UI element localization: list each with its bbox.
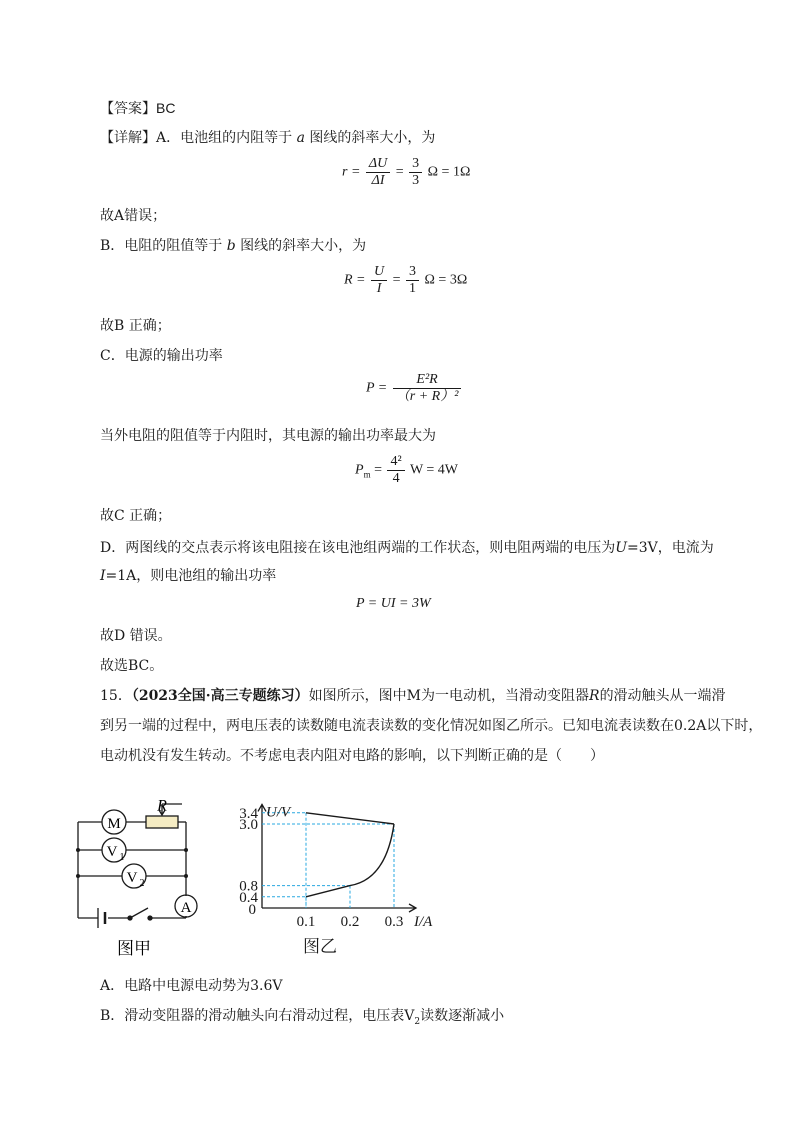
detail-a-intro: A．电池组的内阻等于 bbox=[156, 130, 293, 146]
b-variable: b bbox=[226, 238, 236, 254]
equation-r bbox=[342, 156, 470, 189]
eq-Pm-sub: m bbox=[363, 469, 371, 480]
frac-den: ΔI bbox=[366, 172, 390, 189]
y-tick-label: 0.8 bbox=[239, 878, 258, 895]
eq-pui: P = UI = 3W bbox=[356, 596, 431, 611]
v2-label: V bbox=[126, 870, 138, 886]
answer-line bbox=[100, 98, 175, 119]
frac-den: （r + R）² bbox=[393, 388, 462, 405]
detail-b-line bbox=[100, 236, 366, 256]
eq-r-lhs: r = bbox=[342, 164, 361, 180]
frac-num: 4² bbox=[390, 454, 402, 469]
frac-num: 3 bbox=[409, 264, 417, 279]
origin-label: 0 bbox=[248, 902, 256, 918]
detail-d-text: D．两图线的交点表示将该电阻接在该电池组两端的工作状态，则电阻两端的电压为 bbox=[100, 540, 616, 556]
option-b bbox=[100, 1006, 504, 1032]
option-b-sub: 2 bbox=[414, 1016, 421, 1027]
detail-b-intro-end: 图线的斜率大小，为 bbox=[240, 238, 367, 254]
eq-Pm-lhs: P bbox=[355, 462, 364, 478]
graph-chart bbox=[220, 790, 433, 960]
detail-final: 故选BC。 bbox=[100, 658, 164, 674]
y-axis-label: U/V bbox=[266, 804, 291, 821]
eq-sign: = bbox=[395, 164, 404, 180]
frac-den: 1 bbox=[406, 280, 419, 297]
ammeter-label: A bbox=[180, 900, 192, 916]
detail-a-line bbox=[100, 128, 435, 148]
question-number: 15． bbox=[100, 688, 132, 704]
frac-den: 3 bbox=[409, 172, 422, 189]
figure-a-caption: 图甲 bbox=[117, 939, 151, 958]
detail-c-conclusion: 故C 正确； bbox=[100, 508, 172, 524]
detail-label: 【详解】 bbox=[100, 130, 156, 146]
frac-num: U bbox=[374, 264, 385, 279]
motor-label: M bbox=[107, 816, 121, 832]
eq-Pm-rhs: W = 4W bbox=[409, 462, 459, 478]
fraction-4sq-4 bbox=[387, 454, 404, 487]
y-tick-label: 0.4 bbox=[239, 889, 258, 906]
frac-num: E²R bbox=[416, 372, 438, 387]
figure-b-caption: 图乙 bbox=[303, 937, 337, 956]
eq-R-rhs: Ω = 3Ω bbox=[424, 272, 468, 288]
x-tick-label: 0.1 bbox=[296, 914, 316, 930]
detail-b-intro: B．电阻的阻值等于 bbox=[100, 238, 223, 254]
detail-d-line2 bbox=[100, 566, 276, 586]
eq-R-lhs: R = bbox=[344, 272, 366, 288]
equation-PUI bbox=[356, 596, 431, 612]
eq-sign: = bbox=[392, 272, 401, 288]
eq-sign: = bbox=[374, 462, 382, 478]
question-source: （2023全国·高三专题练习） bbox=[131, 688, 309, 704]
question-15-line2: 到另一端的过程中，两电压表的读数随电流表读数的变化情况如图乙所示。已知电流表读数在0.2A以下时， bbox=[100, 718, 763, 734]
fraction-power bbox=[393, 372, 462, 405]
x-tick-label: 0.3 bbox=[384, 914, 404, 930]
v1-sub: 1 bbox=[119, 852, 125, 863]
series-v1-line bbox=[306, 813, 394, 824]
detail-d-text-b: =3V，电流为 bbox=[627, 540, 714, 556]
x-tick-label: 0.2 bbox=[340, 914, 360, 930]
eq-P-lhs: P = bbox=[366, 380, 388, 396]
eq-r-rhs: Ω = 1Ω bbox=[427, 164, 471, 180]
resistor-label: R bbox=[157, 797, 167, 815]
frac-den: I bbox=[371, 280, 387, 297]
answer-value: BC bbox=[156, 100, 176, 116]
detail-a-conclusion: 故A错误； bbox=[100, 208, 167, 224]
detail-c-intro: C．电源的输出功率 bbox=[100, 348, 223, 364]
i-variable: I bbox=[100, 568, 106, 584]
y-tick-label: 3.0 bbox=[239, 817, 258, 833]
detail-b-conclusion: 故B 正确； bbox=[100, 318, 171, 334]
frac-num: 3 bbox=[412, 156, 420, 171]
circuit-diagram bbox=[70, 797, 210, 960]
detail-a-intro-end: 图线的斜率大小，为 bbox=[309, 130, 436, 146]
frac-num: ΔU bbox=[368, 156, 388, 171]
equation-Pm bbox=[355, 454, 458, 487]
y-tick-label: 3.4 bbox=[239, 805, 258, 822]
frac-den: 4 bbox=[387, 470, 404, 487]
detail-d-text-c: =1A，则电池组的输出功率 bbox=[105, 568, 277, 584]
a-variable: a bbox=[296, 130, 305, 146]
u-variable: U bbox=[615, 540, 628, 556]
v2-sub: 2 bbox=[139, 878, 145, 889]
detail-c-middle: 当外电阻的阻值等于内阻时，其电源的输出功率最大为 bbox=[100, 428, 436, 444]
detail-d-line1 bbox=[100, 538, 714, 558]
option-a: A．电路中电源电动势为3.6V bbox=[100, 978, 283, 994]
r-variable: R bbox=[589, 688, 600, 704]
v1-label: V bbox=[106, 844, 118, 860]
detail-d-conclusion: 故D 错误。 bbox=[100, 628, 172, 644]
option-b-text-end: 读数逐渐减小 bbox=[420, 1008, 505, 1024]
question-15-line3: 电动机没有发生转动。不考虑电表内阻对电路的影响，以下判断正确的是（ ） bbox=[100, 748, 604, 764]
equation-R bbox=[344, 264, 467, 297]
question-15-line1 bbox=[100, 686, 726, 706]
fraction-u-i bbox=[371, 264, 387, 297]
equation-P bbox=[366, 372, 463, 405]
answer-label: 【答案】 bbox=[100, 101, 156, 117]
fraction-3-1 bbox=[406, 264, 419, 297]
option-b-text: B．滑动变阻器的滑动触头向右滑动过程，电压表V bbox=[100, 1008, 415, 1024]
x-axis-label: I/A bbox=[414, 914, 433, 930]
fraction-du-di bbox=[366, 156, 390, 189]
fraction-3-3 bbox=[409, 156, 422, 189]
question-text-b: 的滑动触头从一端滑 bbox=[599, 688, 726, 704]
question-text: 如图所示，图中M为一电动机，当滑动变阻器 bbox=[308, 688, 590, 704]
